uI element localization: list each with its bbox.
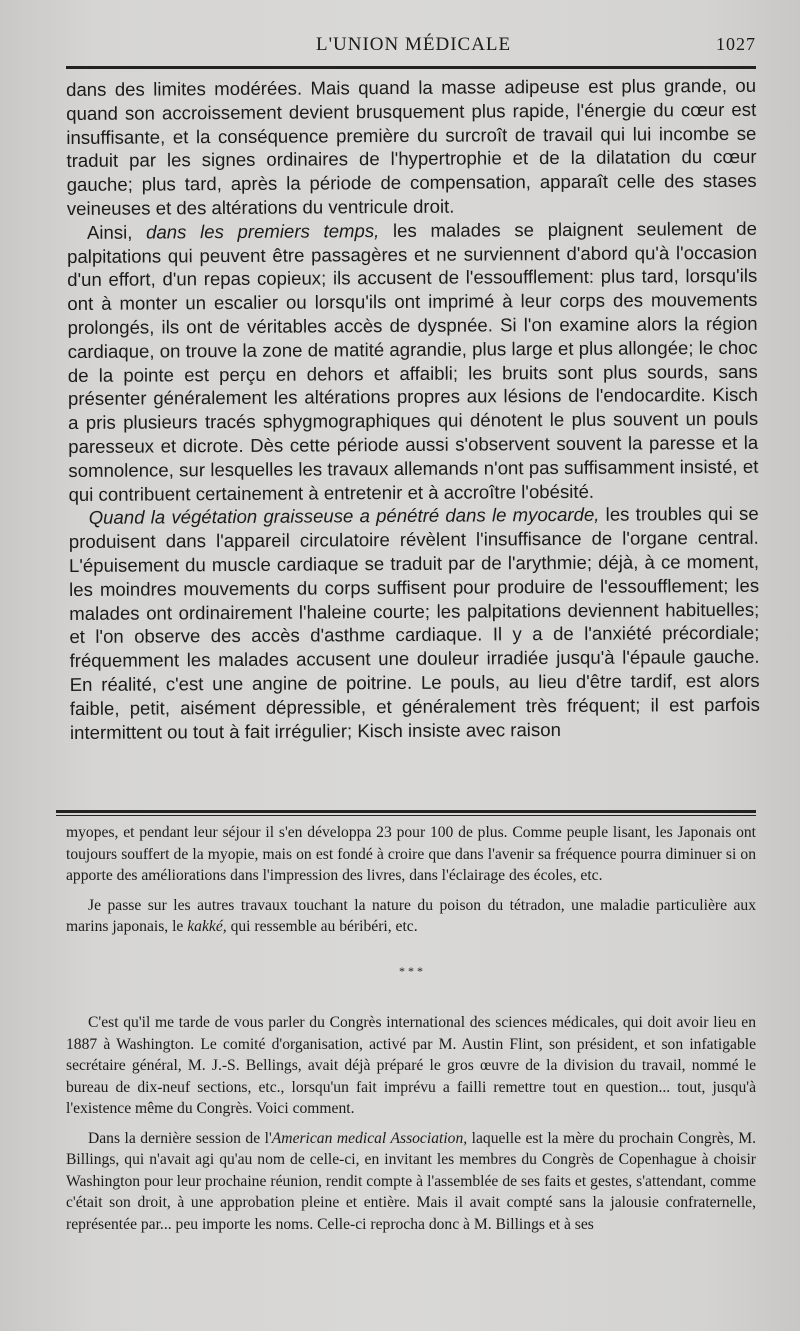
paragraph-body: qui ressemble au béribéri, etc. xyxy=(230,918,418,935)
paragraph-vegetation-graisseuse xyxy=(69,502,760,744)
header-rule xyxy=(66,66,756,69)
paragraph-premiers-temps xyxy=(67,217,759,507)
congress-section xyxy=(66,1012,756,1243)
section-rule xyxy=(56,810,756,816)
paragraph-lead: Ainsi, xyxy=(86,221,133,243)
paragraph-american-association xyxy=(66,1128,756,1236)
italic-title: American medical Association, xyxy=(271,1129,468,1147)
journal-title: L'UNION MÉDICALE xyxy=(316,34,512,55)
asterism-separator: * * * xyxy=(399,964,423,978)
footnote-paragraph: myopes, et pendant leur séjour il s'en développa 23 pour 100 de plus. Comme peuple lisant, les Japonais ont toujours souffert de la myopie, mais on est fondé à croire que dans l'avenir sa fréquence pourra diminuer si on apporte des améliorations dans l'impression des livres, dans l'éclairage des écoles, etc. xyxy=(66,824,756,884)
paragraph-body: les troubles qui se produisent dans l'appareil circulatoire révèlent l'insuffisance de l'organe central. L'épuisement du muscle cardiaque se traduit par de l'arythmie; déjà, à ce moment, les moindres mouvements du corps suffisent pour produire de l'essoufflement; les malades ont ordinairement l'haleine courte; les palpitations deviennent habituelles; et l'on observe des accès d'asthme cardiaque. Il y a de l'anxiété précordiale; fréquemment les malades accusent une douleur irradiée jusqu'à l'épaule gauche. En réalité, c'est une angine de poitrine. Le pouls, au lieu d'être tardif, est alors faible, petit, aisément dépressible, et généralement très fréquent; il est parfois intermittent ou tout à fait irrégulier; Kisch insiste avec raison xyxy=(68,503,760,743)
paragraph-body: les malades se plaignent seulement de palpitations qui peuvent être passagères et ne surviennent d'abord qu'à l'occasion d'un effort, d'un repas copieux; ils accusent de l'essoufflement: plus tard, lorsqu'ils ont à monter un escalier ou lorsqu'ils ont imprimé à leur corps des mouvements prolongés, ils ont de véritables accès de dyspnée. Si l'on examine alors la région cardiaque, on trouve la zone de matité agrandie, plus large et plus allongée; le choc de la pointe est perçu en dehors et affaibli; les bruits sont plus sourds, sans présenter généralement les altérations propres aux lésions de l'endocardite. Kisch a pris plusieurs tracés sphygmographiques qui dénotent le plus souvent un pouls paresseux et dicrote. Dès cette période aussi s'observent souvent la paresse et la somnolence, sur lesquelles les travaux allemands n'ont pas suffisamment insisté, et qui contribuent certainement à entretenir et à accroître l'obésité. xyxy=(67,217,759,505)
paragraph-body: laquelle est la mère du prochain Congrès, M. Billings, qui n'avait agi qu'au nom de celle-ci, en invitant les membres du Congrès de Copenhague à choisir Washington pour leur prochaine réunion, rendit compte à l'assemblée de ses faits et gestes, s'attendant, comme c'était son droit, à une approbation pleine et entière. Mais il avait compté sans la jalousie confraternelle, représentée par... peu importe les noms. Celle-ci reprocha donc à M. Billings et à ses xyxy=(66,1129,757,1233)
main-text xyxy=(66,74,760,745)
paragraph-congres: C'est qu'il me tarde de vous parler du Congrès international des sciences médicales, qui doit avoir lieu en 1887 à Washington. Le comité d'organisation, activé par M. Austin Flint, son président, et son infatigable secrétaire général, M. J.-S. Bellings, avait déjà préparé le gros œuvre de la division du travail, nommé le bureau de dix-neuf sections, etc., lorsqu'un fait imprévu a failli remettre tout en question... tout, jusqu'à l'existence même du Congrès. Voici comment. xyxy=(66,1014,756,1117)
italic-phrase: Quand la végétation graisseuse a pénétré dans le myocarde, xyxy=(88,504,600,529)
running-header xyxy=(66,34,756,66)
footnote-block xyxy=(66,822,756,946)
italic-phrase: dans les premiers temps, xyxy=(146,219,380,243)
page-number: 1027 xyxy=(716,34,756,54)
italic-term: kakké, xyxy=(187,918,227,935)
paragraph-lead: Je passe sur les autres travaux touchant la nature du poison du tétradon, une maladie particulière aux marins japonais, le xyxy=(66,896,756,935)
footnote-paragraph-kakke xyxy=(66,895,756,938)
paragraph-lead: Dans la dernière session de l' xyxy=(88,1129,272,1147)
paragraph-continued: dans des limites modérées. Mais quand la masse adipeuse est plus grande, ou quand son accroissement devient brusquement plus rapide, l'énergie du cœur est insuffisante, et la conséquence première du surcroît de travail qui lui incombe se traduit par les signes ordinaires de l'hypertrophie et de la dilatation du cœur gauche; plus tard, après la période de compensation, apparaît celle des stases veineuses et des altérations du ventricule droit. xyxy=(66,74,757,219)
